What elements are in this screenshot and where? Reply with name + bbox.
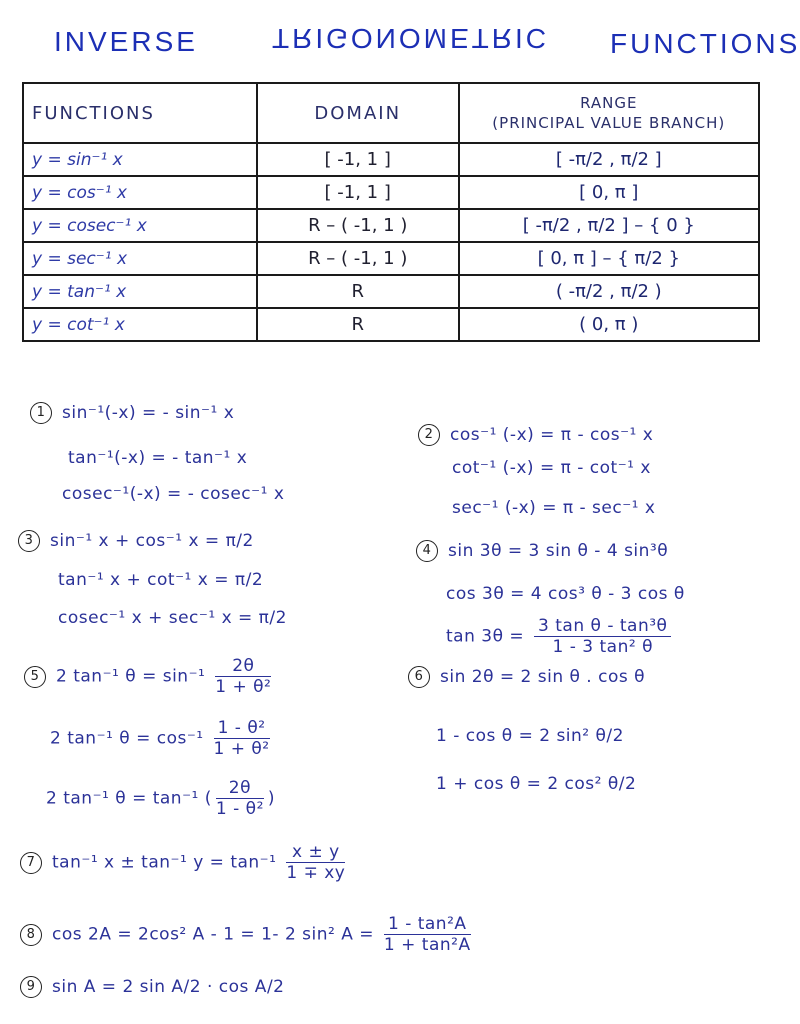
identity-5c: 2 tan⁻¹ θ = tan⁻¹ ( $\frac{2\theta}{\text{1 - θ²}}$ ): [46, 778, 276, 819]
fraction: [214, 718, 270, 759]
row-domain: R – ( -1, 1 ): [257, 209, 459, 242]
identity-5b: [50, 718, 274, 759]
identity-number-7: 7: [20, 852, 42, 874]
identity-text: sin A = 2 sin A/2 · cos A/2: [52, 977, 285, 997]
table-row: [23, 242, 759, 275]
identity-text: tan 3θ =: [446, 626, 525, 647]
identity-2c: sec⁻¹ (-x) = π - sec⁻¹ x: [452, 498, 656, 518]
fraction-denominator: 1 + tan²A: [383, 935, 471, 955]
header-functions: FUNCTIONS: [23, 83, 257, 143]
table-row: [23, 176, 759, 209]
title-part-1: INVERSE: [54, 26, 198, 57]
identity-5a: [24, 656, 275, 697]
table-header-row: [23, 83, 759, 143]
identity-number-2: 2: [418, 424, 440, 446]
fraction: [286, 842, 345, 883]
table-row: [23, 209, 759, 242]
identity-number-9: 9: [20, 976, 42, 998]
identity-8: [20, 914, 475, 955]
inverse-trig-table: [22, 82, 760, 394]
row-domain: [ -1, 1 ]: [257, 143, 459, 176]
fraction-denominator: 1 - 3 tan² θ: [552, 637, 653, 657]
identity-2b: cot⁻¹ (-x) = π - cot⁻¹ x: [452, 458, 651, 478]
identity-6a: [408, 666, 645, 688]
identity-number-5: 5: [24, 666, 46, 688]
header-domain: DOMAIN: [257, 83, 459, 143]
row-range: [ -π/2 , π/2 ] – { 0 }: [459, 209, 759, 242]
fraction-numerator: 2θ: [216, 778, 264, 799]
identity-text: sin⁻¹ x + cos⁻¹ x = π/2: [50, 531, 254, 551]
fraction: [215, 656, 271, 697]
table-row: [23, 275, 759, 308]
row-range: ( -π/2 , π/2 ): [459, 275, 759, 308]
row-range: ( 0, π ): [459, 308, 759, 341]
identity-text: sin 3θ = 3 sin θ - 4 sin³θ: [448, 541, 669, 561]
row-function: y = cos⁻¹ x: [23, 176, 257, 209]
identity-number-4: 4: [416, 540, 438, 562]
identity-7: [20, 842, 349, 883]
fraction: [384, 914, 471, 955]
identity-4c: [446, 616, 675, 657]
identity-text: tan⁻¹ x ± tan⁻¹ y = tan⁻¹: [52, 852, 277, 873]
fraction-numerator: 1 - tan²A: [384, 914, 471, 935]
title-part-3: FUNCTIONS: [610, 28, 800, 59]
fraction-denominator: 1 ∓ xy: [286, 863, 346, 883]
fraction-numerator: 3 tan θ - tan³θ: [534, 616, 671, 637]
row-domain: R: [257, 308, 459, 341]
identity-text: cos⁻¹ (-x) = π - cos⁻¹ x: [450, 425, 654, 445]
table-row: [23, 308, 759, 341]
identity-1a: [30, 402, 234, 424]
identity-number-6: 6: [408, 666, 430, 688]
table-row: [23, 143, 759, 176]
fraction-denominator: 1 - θ²: [215, 799, 264, 819]
row-domain: R – ( -1, 1 ): [257, 242, 459, 275]
row-range: [ 0, π ]: [459, 176, 759, 209]
row-domain: R: [257, 275, 459, 308]
row-domain: [ -1, 1 ]: [257, 176, 459, 209]
row-function: y = cot⁻¹ x: [23, 308, 257, 341]
identity-1b: tan⁻¹(-x) = - tan⁻¹ x: [68, 448, 248, 468]
identity-2a: [418, 424, 653, 446]
fraction-numerator: x ± y: [286, 842, 345, 863]
identity-number-3: 3: [18, 530, 40, 552]
identity-1c: cosec⁻¹(-x) = - cosec⁻¹ x: [62, 484, 285, 504]
identity-text: 2 tan⁻¹ θ = cos⁻¹: [50, 728, 204, 749]
identity-6c: 1 + cos θ = 2 cos² θ/2: [436, 774, 637, 794]
fraction-denominator: 1 + θ²: [215, 677, 272, 697]
title-part-2: TRIGONOMETRIC: [272, 23, 549, 54]
header-range-line2: (PRINCIPAL VALUE BRANCH): [492, 114, 726, 132]
header-range-line1: RANGE: [580, 94, 638, 112]
identity-text: cos 2A = 2cos² A - 1 = 1- 2 sin² A =: [52, 924, 375, 945]
identity-4a: [416, 540, 668, 562]
identity-text: sin⁻¹(-x) = - sin⁻¹ x: [62, 403, 235, 423]
row-function: y = tan⁻¹ x: [23, 275, 257, 308]
identity-number-1: 1: [30, 402, 52, 424]
row-function: y = sec⁻¹ x: [23, 242, 257, 275]
identity-text: 2 tan⁻¹ θ = tan⁻¹: [46, 788, 199, 809]
identity-text: sin 2θ = 2 sin θ . cos θ: [440, 667, 646, 687]
fraction-numerator: 1 - θ²: [214, 718, 270, 739]
fraction: [534, 616, 671, 657]
identity-6b: 1 - cos θ = 2 sin² θ/2: [436, 726, 624, 746]
header-range: [459, 83, 759, 143]
identity-9: [20, 976, 284, 998]
identity-3c: cosec⁻¹ x + sec⁻¹ x = π/2: [58, 608, 287, 628]
row-range: [ -π/2 , π/2 ]: [459, 143, 759, 176]
row-range: [ 0, π ] – { π/2 }: [459, 242, 759, 275]
identity-3a: [18, 530, 254, 552]
identity-4b: cos 3θ = 4 cos³ θ - 3 cos θ: [446, 584, 685, 604]
fraction-denominator: 1 + θ²: [213, 739, 270, 759]
identity-number-8: 8: [20, 924, 42, 946]
identity-text: 2 tan⁻¹ θ = sin⁻¹: [56, 666, 206, 687]
fraction: [216, 778, 264, 819]
fraction-numerator: 2θ: [215, 656, 271, 677]
row-function: y = cosec⁻¹ x: [23, 209, 257, 242]
row-function: y = sin⁻¹ x: [23, 143, 257, 176]
identity-3b: tan⁻¹ x + cot⁻¹ x = π/2: [58, 570, 264, 590]
page-title: [0, 22, 800, 62]
